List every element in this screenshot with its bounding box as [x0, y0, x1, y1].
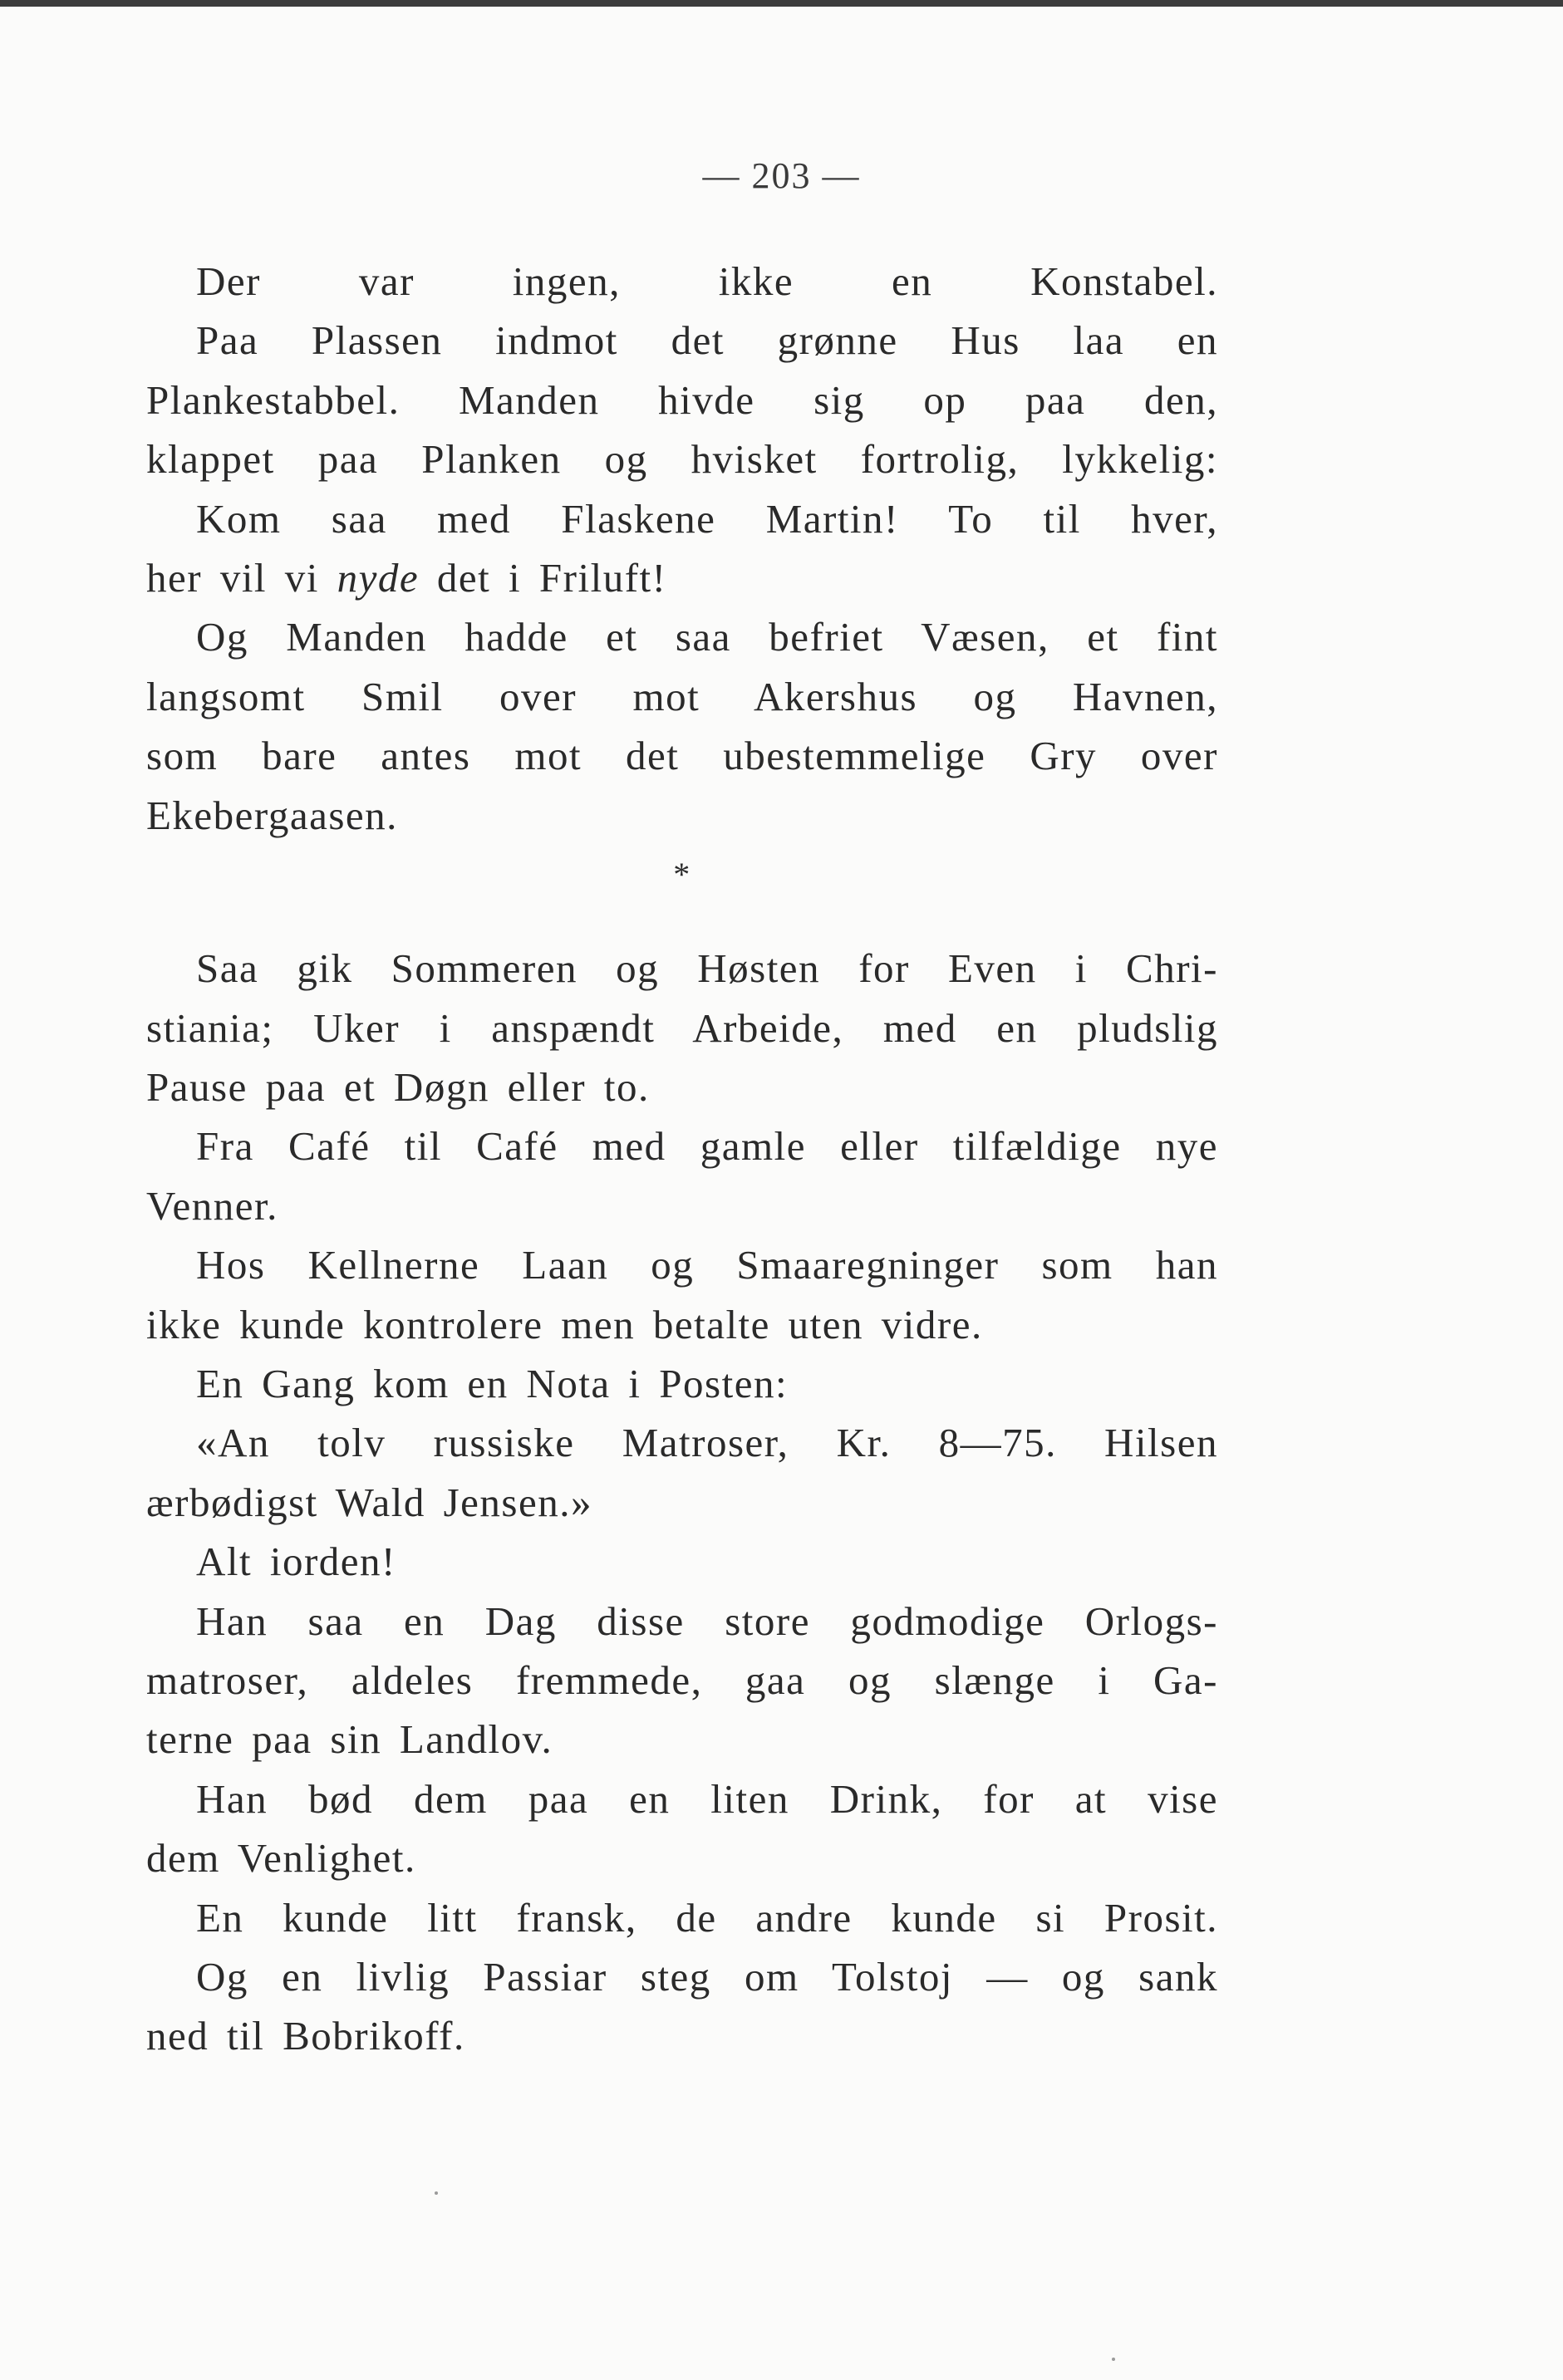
text-line: matroser, aldeles fremmede, gaa og slænge i Ga-	[146, 1656, 1218, 1703]
text-line: Og en livlig Passiar steg om Tolstoj — og sank	[196, 1953, 1218, 2000]
text-line: En Gang kom en Nota i Posten:	[196, 1361, 789, 1407]
book-page	[0, 7, 1563, 2380]
text-line: Saa gik Sommeren og Høsten for Even i Chri-	[196, 945, 1218, 992]
body-text	[146, 252, 1218, 2066]
text-line: stiania; Uker i anspændt Arbeide, med en pludslig	[146, 1004, 1218, 1051]
text-line: En kunde litt fransk, de andre kunde si Prosit.	[196, 1894, 1218, 1941]
text-line: «An tolv russiske Matroser, Kr. 8—75. Hilsen	[196, 1420, 1218, 1466]
text-line: Der var ingen, ikke en Konstabel.	[196, 258, 1218, 304]
emphasized-word: nyde	[337, 554, 420, 601]
scan-edge	[0, 0, 1563, 7]
text-line: Hos Kellnerne Laan og Smaaregninger som han	[196, 1242, 1218, 1288]
text-line: ikke kunde kontrolere men betalte uten vidre.	[146, 1301, 983, 1347]
paper-speck	[1112, 2358, 1115, 2361]
text-line: Han bød dem paa en liten Drink, for at vise	[196, 1775, 1218, 1822]
text-line: klappet paa Planken og hvisket fortrolig, lykkelig:	[146, 436, 1218, 483]
text-line	[146, 548, 1218, 607]
text-line: ærbødigst Wald Jensen.»	[146, 1479, 592, 1525]
text-line: Og Manden hadde et saa befriet Væsen, et fint	[196, 614, 1218, 660]
text-line: dem Venlighet.	[146, 1835, 416, 1882]
text-line: langsomt Smil over mot Akershus og Havnen,	[146, 673, 1218, 719]
text-line: Ekebergaasen.	[146, 792, 398, 838]
text-line: Pause paa et Døgn eller to.	[146, 1064, 650, 1111]
spacer	[146, 904, 1218, 939]
text-line: Plankestabbel. Manden hivde sig op paa den,	[146, 376, 1218, 423]
text-line: Alt iorden!	[196, 1538, 396, 1585]
text-line: Venner.	[146, 1182, 278, 1229]
text-line: Kom saa med Flaskene Martin! To til hver,	[196, 495, 1218, 542]
text-line: som bare antes mot det ubestemmelige Gry over	[146, 733, 1218, 779]
text-line: ned til Bobrikoff.	[146, 2013, 465, 2059]
text-run: her vil vi	[146, 554, 319, 601]
text-line: Fra Café til Café med gamle eller tilfældige nye	[196, 1123, 1218, 1170]
paper-speck	[435, 2191, 438, 2195]
text-line: terne paa sin Landlov.	[146, 1716, 553, 1763]
text-run: det i Friluft!	[436, 554, 667, 601]
text-line: Han saa en Dag disse store godmodige Orlogs-	[196, 1597, 1218, 1644]
page-number: — 203 —	[702, 155, 861, 196]
section-separator: *	[673, 855, 691, 893]
text-line: Paa Plassen indmot det grønne Hus laa en	[196, 317, 1218, 364]
